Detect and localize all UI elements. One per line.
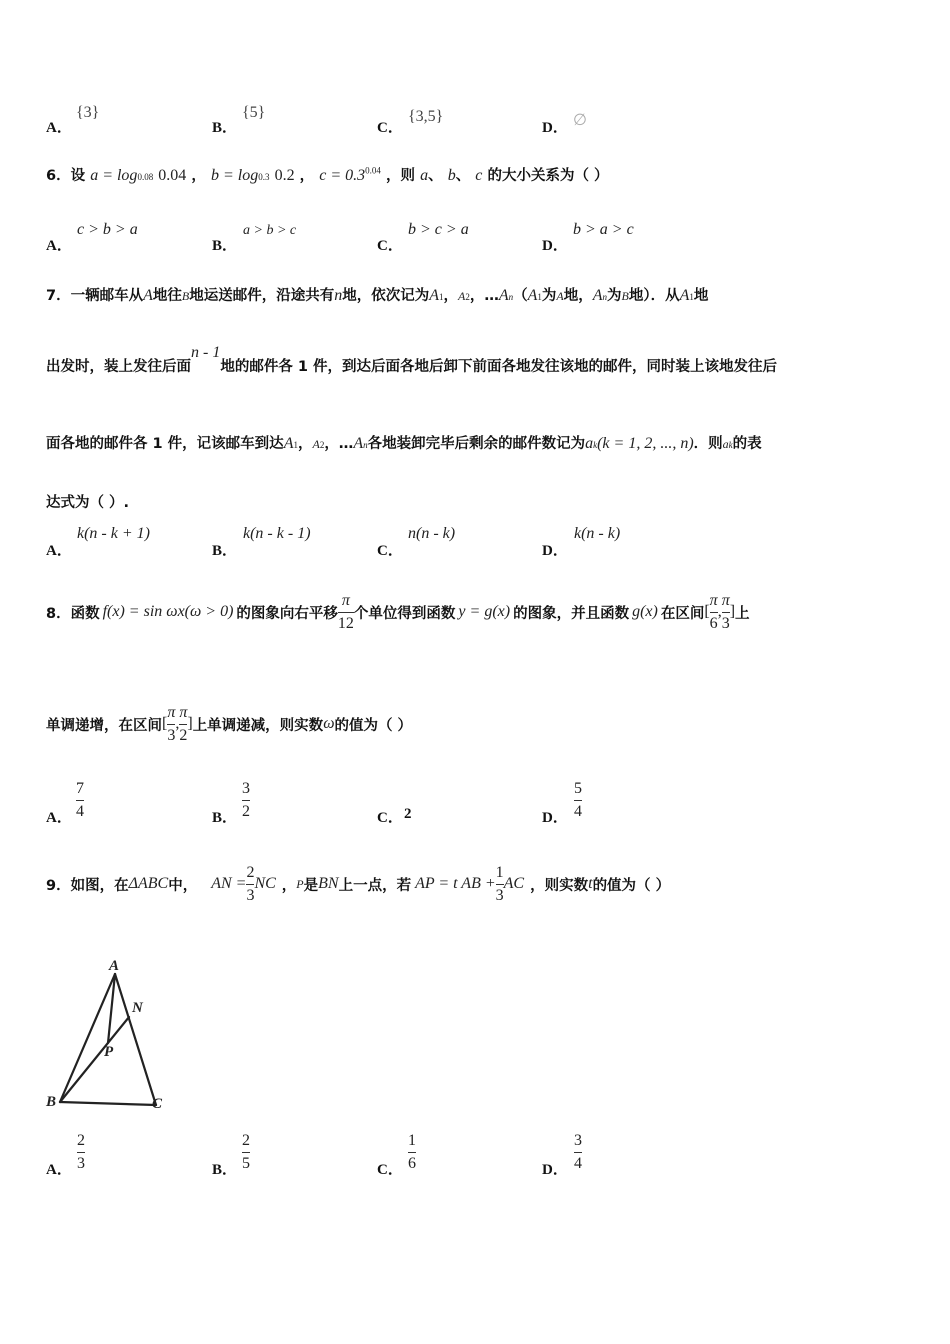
q6-stem-end: 的大小关系为（ ） <box>487 168 609 184</box>
q7-ak-b: a <box>722 437 729 451</box>
q7-option-d-label[interactable]: D． <box>542 543 568 559</box>
q8-shift-frac <box>338 592 354 632</box>
q8-a-num: 7 <box>76 780 84 797</box>
q8-shift-num: π <box>341 592 350 609</box>
q7-A2-sub: 2 <box>465 292 470 302</box>
q7-ak: a <box>585 435 594 452</box>
q8-d-den: 4 <box>574 802 582 820</box>
q9-text-3: 是 <box>303 877 319 894</box>
q9-ap-frac <box>496 864 504 904</box>
q7-ellipsis-2: ，… <box>324 436 354 452</box>
q7-var-A: A <box>143 287 153 304</box>
q8-text-5: 在区间 <box>660 605 705 622</box>
q5-option-a-label[interactable]: A． <box>46 120 72 136</box>
q6-number: 6．设 <box>46 168 86 184</box>
fig-label-c: C <box>152 1096 163 1112</box>
q7-n-minus-1: n - 1 <box>191 344 221 361</box>
fig-label-b: B <box>46 1094 57 1110</box>
q8-i1-n2: π <box>721 592 730 609</box>
q6-c-exp: 0.04 <box>365 165 381 176</box>
q7-di: 地， <box>563 288 593 304</box>
q6-var-b: b <box>447 167 456 184</box>
q8-func-g: y = g(x) <box>458 603 511 621</box>
q7-text-4: 地，依次记为 <box>342 288 430 304</box>
q7-option-a-value: k(n - k + 1) <box>77 525 150 542</box>
q6-option-b-value: a > b > c <box>243 223 297 238</box>
q5-option-d-label[interactable]: D． <box>542 120 568 136</box>
q9-option-a-label[interactable]: A． <box>46 1162 72 1178</box>
q7-var-B-b: B <box>621 289 629 303</box>
q8-d-num: 5 <box>574 780 582 797</box>
q8-text-6: 上 <box>735 605 750 622</box>
q7-di2: 地）．从 <box>628 288 680 304</box>
q9-comma: ， <box>281 877 297 894</box>
q8-interval1-right <box>722 592 730 632</box>
q5-option-b-value: {5} <box>242 104 266 121</box>
q7-A1-b-sub: 1 <box>537 292 542 302</box>
q6-stem: 6．设 a = log0.08 0.04 ， b = log0.3 0.2 ， $c = 0.3^{0.04}$ ，则 a、 b、 c 的大小关系为（ ） <box>46 165 609 184</box>
q7-line-4: 达式为（ ）. <box>46 495 130 511</box>
q7-option-d-value: k(n - k) <box>574 525 621 542</box>
q6-a-base: 0.08 <box>137 172 154 182</box>
q7-line2-b: 地的邮件各 1 件，到达后面各地后卸下前面各地发往该地的邮件，同时装上该地发往后 <box>220 359 778 375</box>
q7-An-sub: n <box>508 292 514 302</box>
q8-i2-n1: π <box>167 704 176 721</box>
q7-option-b-value: k(n - k - 1) <box>243 525 311 542</box>
q9-a-num: 2 <box>77 1132 85 1149</box>
q7-An: A <box>498 287 509 304</box>
q8-line-2: 单调递增，在区间 [ $\frac{\pi}{3}$ , $\frac{\pi}{2}$ ] 上单调递减，则实数 ω 的值为（ ） <box>46 704 413 744</box>
q7-An-b: A <box>592 287 603 304</box>
q5-option-c-label[interactable]: C． <box>377 120 403 136</box>
q7-A1-sub: 1 <box>439 292 444 302</box>
q7-A2: A <box>458 289 466 303</box>
q7-di3: 地 <box>693 288 709 304</box>
q5-option-c-value: {3,5} <box>408 108 444 125</box>
q9-c-num: 1 <box>408 1132 416 1149</box>
q7-A2-d: A <box>312 437 320 451</box>
q9-stem <box>46 864 670 904</box>
q7-var-A-b: A <box>556 289 564 303</box>
q7-A1-b: A <box>527 287 538 304</box>
q7-text-3: 地运送邮件，沿途共有 <box>189 288 335 304</box>
q8-line2-a: 单调递增，在区间 <box>46 717 162 734</box>
q6-option-d-value: b > a > c <box>573 221 634 238</box>
q9-option-c-label[interactable]: C． <box>377 1162 403 1178</box>
q8-option-b-label[interactable]: B． <box>212 810 238 826</box>
q9-nc: NC <box>254 875 276 893</box>
q9-option-d-value <box>574 1132 582 1172</box>
q6-a-expr: a = log <box>90 167 138 184</box>
q6-b-base: 0.3 <box>258 172 270 182</box>
q6-a-value: 0.04 <box>158 167 187 184</box>
q7-wei: 为 <box>541 288 557 304</box>
q7-A1-c: A <box>679 287 690 304</box>
q5-option-b-label[interactable]: B． <box>212 120 238 136</box>
q8-i2-d1: 3 <box>167 726 176 744</box>
q7-paren: （ <box>513 288 528 304</box>
q9-option-c-value <box>408 1132 416 1172</box>
q9-text-6: 的值为（ ） <box>592 877 671 894</box>
q9-option-b-label[interactable]: B． <box>212 1162 238 1178</box>
q5-option-a-value: {3} <box>76 104 100 121</box>
q7-A1-d: A <box>283 435 294 452</box>
q7-line3-b: 各地装卸完毕后剩余的邮件数记为 <box>367 436 586 452</box>
q8-line-1: 8．函数 f(x) = sin ωx(ω > 0) 的图象向右平移 $\frac{\pi}{12}$ 个单位得到函数 y = g(x) 的图象，并且函数 g(x) 在区间 [ $\frac{\pi}{6}$ , $\frac{\pi}{3}$ ] 上 <box>46 592 750 632</box>
q8-text-4: 的图象，并且函数 <box>513 605 630 622</box>
q7-line3-a: 面各地的邮件各 1 件，记该邮车到达 <box>46 436 284 452</box>
q7-option-c-value: n(n - k) <box>408 525 456 542</box>
q8-i1-n1: π <box>709 592 718 609</box>
q9-text-2: 中， <box>168 877 198 894</box>
q6-option-c-label[interactable]: C． <box>377 238 403 254</box>
q6-sep-1: 、 <box>428 168 443 184</box>
q6-option-a-label[interactable]: A． <box>46 238 72 254</box>
q9-text-1: 9．如图，在 <box>46 877 129 894</box>
q7-ak-sub: k <box>593 440 598 450</box>
q8-option-c-label[interactable]: C． <box>377 810 403 826</box>
q9-option-d-label[interactable]: D． <box>542 1162 568 1178</box>
q8-interval2-right <box>179 704 187 744</box>
q6-option-a-value: c > b > a <box>77 221 138 238</box>
q6-c-expr: c = 0.3 <box>319 167 366 184</box>
q9-triangle-figure <box>40 950 180 1120</box>
q7-option-a-label[interactable]: A． <box>46 543 72 559</box>
q7-ak-b-sub: k <box>728 440 733 450</box>
q9-c-den: 6 <box>408 1154 416 1172</box>
q7-var-B: B <box>181 289 190 303</box>
q6-b-expr: b = log <box>210 167 259 184</box>
q7-line-1: 7．一辆邮车从A地往B地运送邮件，沿途共有n地，依次记为A1，A2，…An（A1为A地，An为B地）．从A1地 <box>46 287 709 304</box>
q6-b-value: 0.2 <box>274 167 295 184</box>
q8-omega: ω <box>323 715 335 733</box>
q7-line-3: 面各地的邮件各 1 件，记该邮车到达A1，A2，…An各地装卸完毕后剩余的邮件数记为ak(k = 1, 2, ..., n)．则ak的表 <box>46 435 762 452</box>
q8-option-d-value <box>574 780 582 820</box>
q9-ap-den: 3 <box>495 886 504 904</box>
segment-bn <box>60 1017 129 1102</box>
q8-func-f: f(x) = sin ωx(ω > 0) <box>102 603 234 621</box>
q8-option-c-value: 2 <box>404 806 412 822</box>
q8-interval2-left <box>167 704 175 744</box>
q9-t: t <box>588 875 593 893</box>
q8-option-a-value <box>76 780 84 820</box>
q6-sep-2: 、 <box>455 168 471 184</box>
q8-i2-n2: π <box>179 704 188 721</box>
q8-a-den: 4 <box>76 802 84 820</box>
q7-A1: A <box>429 287 439 304</box>
q9-ap-num: 1 <box>495 864 504 881</box>
q8-shift-den: 12 <box>337 614 354 632</box>
q9-ac: AC <box>503 875 525 893</box>
q7-line2-a: 出发时，装上发往后面 <box>46 359 191 375</box>
q7-option-b-label[interactable]: B． <box>212 543 238 559</box>
q6-option-b-label[interactable]: B． <box>212 238 238 254</box>
q5-option-d-value: ∅ <box>573 112 587 129</box>
q8-interval1-left <box>710 592 718 632</box>
q8-text-3: 个单位得到函数 <box>353 605 456 622</box>
q8-b-num: 3 <box>242 780 250 797</box>
q8-option-b-value <box>242 780 250 820</box>
q9-an-den: 3 <box>246 886 255 904</box>
q8-line2-b: 上单调递减，则实数 <box>192 717 324 734</box>
q9-an-num: 2 <box>246 864 255 881</box>
edge-ac <box>115 974 156 1105</box>
q8-i1-d1: 6 <box>709 614 718 632</box>
edge-bc <box>60 1102 156 1105</box>
q8-b-den: 2 <box>242 802 250 820</box>
q7-wei2: 为 <box>607 288 622 304</box>
q7-An-d-sub: n <box>363 440 368 450</box>
q7-An-d: A <box>353 435 364 452</box>
q7-text-2: 地往 <box>152 288 182 304</box>
q7-line3-c: ．则 <box>693 436 723 452</box>
q9-P: P <box>296 876 304 891</box>
q8-text-1: 8．函数 <box>46 605 100 622</box>
q8-gx: g(x) <box>632 603 658 621</box>
q7-A1-c-sub: 1 <box>689 292 694 302</box>
q6-var-c: c <box>475 167 483 184</box>
q7-text-1: 7．一辆邮车从 <box>46 288 144 304</box>
q8-text-2: 的图象向右平移 <box>236 605 338 622</box>
q9-option-b-value <box>242 1132 250 1172</box>
q9-b-den: 5 <box>242 1154 250 1172</box>
fig-label-a: A <box>109 958 120 974</box>
fig-label-n: N <box>132 1000 143 1016</box>
q8-i2-d2: 2 <box>179 726 188 744</box>
q9-text-5: ，则实数 <box>530 877 589 894</box>
q9-text-4: 上一点，若 <box>338 877 412 894</box>
q7-A2-d-sub: 2 <box>319 440 325 450</box>
q6-var-a: a <box>420 167 429 184</box>
q9-a-den: 3 <box>77 1154 85 1172</box>
q8-option-d-label[interactable]: D． <box>542 810 568 826</box>
edge-ab <box>60 974 115 1102</box>
q8-i1-d2: 3 <box>721 614 730 632</box>
q9-d-num: 3 <box>574 1132 582 1149</box>
q7-A1-d-sub: 1 <box>293 440 298 450</box>
q9-ap: AP = t AB + <box>415 875 496 893</box>
q7-line-2 <box>46 344 778 376</box>
q6-option-c-value: b > c > a <box>408 221 469 238</box>
q9-triangle: ΔABC <box>128 875 169 893</box>
q9-BN: BN <box>318 875 339 893</box>
q8-option-a-label[interactable]: A． <box>46 810 72 826</box>
q6-option-d-label[interactable]: D． <box>542 238 568 254</box>
q9-d-den: 4 <box>574 1154 582 1172</box>
q9-b-num: 2 <box>242 1132 250 1149</box>
q6-then: ，则 <box>386 168 415 184</box>
q8-line2-c: 的值为（ ） <box>334 717 413 734</box>
q9-an: AN = <box>211 875 247 893</box>
q7-var-n: n <box>334 287 343 304</box>
q9-option-a-value <box>77 1132 85 1172</box>
q7-option-c-label[interactable]: C． <box>377 543 403 559</box>
fig-label-p: P <box>104 1044 114 1060</box>
q7-line3-d: 的表 <box>732 436 762 452</box>
q7-ellipsis: ，… <box>469 288 499 304</box>
q7-ak-range: (k = 1, 2, ..., n) <box>597 435 694 452</box>
q7-An-b-sub: n <box>602 292 608 302</box>
